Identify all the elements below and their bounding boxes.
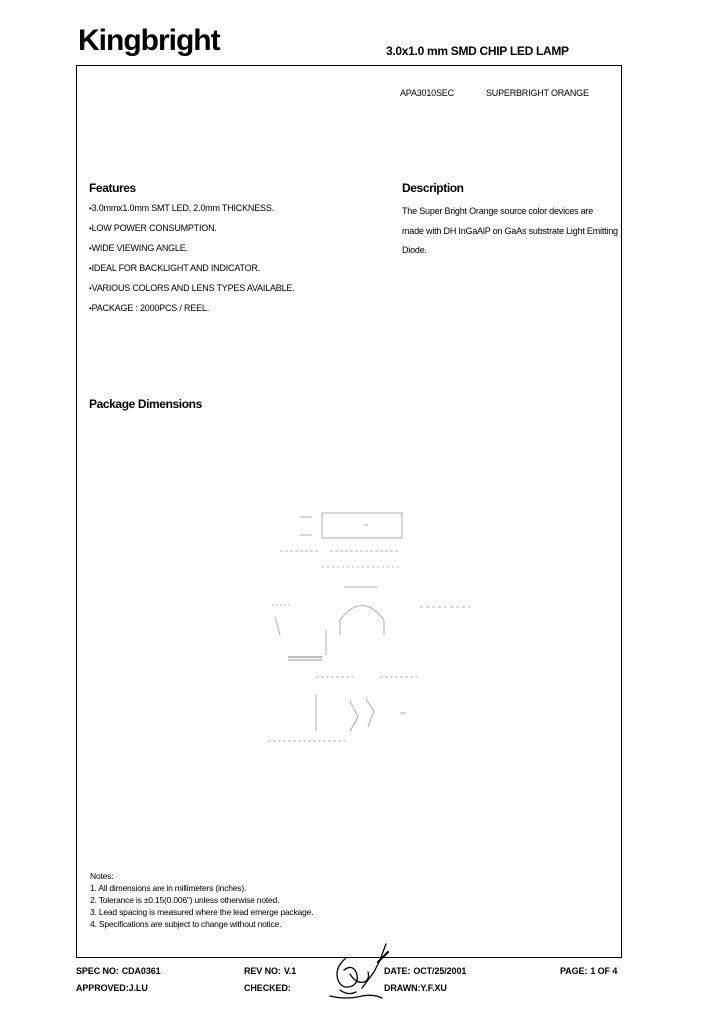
description-line: Diode. — [402, 245, 427, 255]
page-label: PAGE: — [560, 966, 588, 976]
signature-icon — [326, 938, 392, 1006]
feature-item: • WIDE VIEWING ANGLE. — [89, 242, 295, 262]
package-dimension-drawing — [250, 495, 490, 755]
drawn-label: DRAWN: — [384, 983, 421, 993]
revision-number — [244, 966, 296, 976]
spec-value: CDA0361 — [121, 966, 161, 976]
part-color: SUPERBRIGHT ORANGE — [486, 88, 589, 98]
page-number — [560, 966, 617, 976]
note-item: 1. All dimensions are in millimeters (inches). — [90, 883, 247, 893]
feature-item: • PACKAGE : 2000PCS / REEL. — [89, 302, 295, 322]
spec-number — [76, 966, 161, 976]
notes-title: Notes: — [90, 871, 114, 881]
rev-value: V.1 — [283, 966, 297, 976]
date-label: DATE: — [384, 966, 411, 976]
feature-item: • IDEAL FOR BACKLIGHT AND INDICATOR. — [89, 262, 295, 282]
approved-value: J.LU — [128, 983, 148, 993]
feature-item: • LOW POWER CONSUMPTION. — [89, 222, 295, 242]
page-value: 1 OF 4 — [590, 966, 618, 976]
description-line: The Super Bright Orange source color devices are — [402, 206, 594, 216]
notes-section — [90, 870, 313, 930]
package-dimensions-heading: Package Dimensions — [89, 397, 202, 411]
checked-by — [244, 983, 291, 993]
description-line: made with DH InGaAlP on GaAs substrate Light Emitting — [402, 225, 618, 236]
document-title: 3.0x1.0 mm SMD CHIP LED LAMP — [386, 44, 569, 58]
date — [384, 966, 466, 976]
kingbright-logo: Kingbright — [78, 24, 220, 57]
approved-label: APPROVED: — [76, 983, 129, 993]
features-list — [89, 202, 295, 322]
feature-item: • 3.0mmx1.0mm SMT LED, 2.0mm THICKNESS. — [89, 202, 295, 222]
date-value: OCT/25/2001 — [413, 966, 467, 976]
description-heading: Description — [402, 181, 464, 195]
feature-item: • VARIOUS COLORS AND LENS TYPES AVAILABLE. — [89, 282, 295, 302]
approved-by — [76, 983, 148, 993]
note-item: 3. Lead spacing is measured where the lead emerge package. — [90, 907, 314, 917]
note-item: 2. Tolerance is ±0.15(0.006") unless otherwise noted. — [90, 895, 280, 905]
drawn-by — [384, 983, 447, 993]
part-number: APA3010SEC — [400, 88, 454, 98]
drawn-value: Y.F.XU — [420, 983, 447, 993]
spec-label: SPEC NO: — [76, 966, 119, 976]
rev-label: REV NO: — [244, 966, 281, 976]
checked-label: CHECKED: — [244, 983, 291, 993]
features-heading: Features — [89, 181, 136, 195]
description-body — [402, 202, 642, 261]
note-item: 4. Specifications are subject to change without notice. — [90, 919, 282, 929]
